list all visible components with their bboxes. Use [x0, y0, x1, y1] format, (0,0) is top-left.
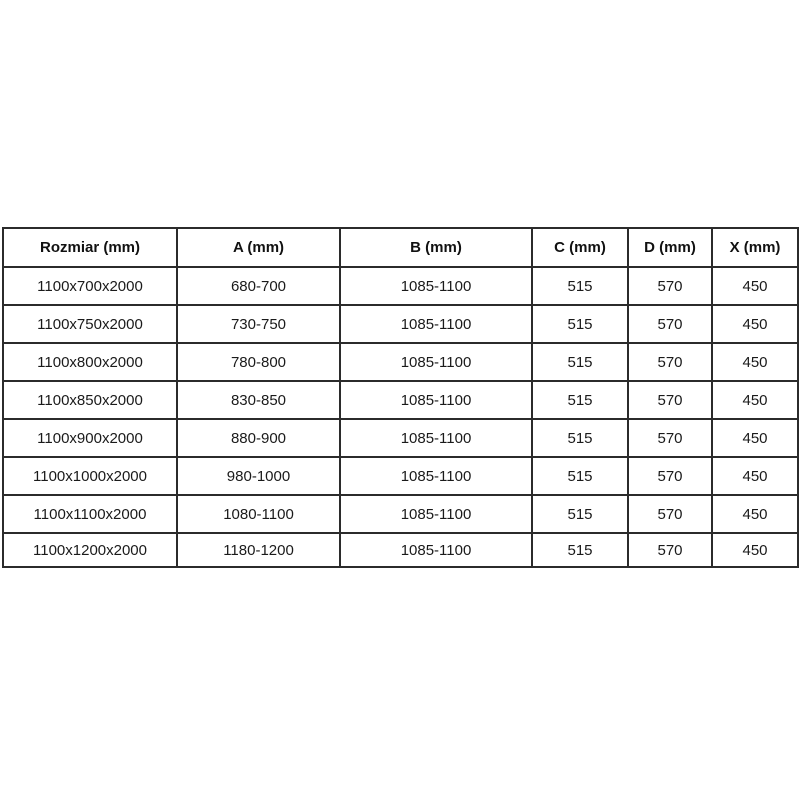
cell-x: 450	[712, 381, 798, 419]
column-header-a: A (mm)	[177, 228, 340, 267]
cell-a: 730-750	[177, 305, 340, 343]
cell-x: 450	[712, 305, 798, 343]
cell-c: 515	[532, 495, 628, 533]
column-header-b: B (mm)	[340, 228, 532, 267]
column-header-c: C (mm)	[532, 228, 628, 267]
cell-rozmiar: 1100x850x2000	[3, 381, 177, 419]
table-row	[3, 533, 798, 567]
cell-rozmiar: 1100x750x2000	[3, 305, 177, 343]
cell-x: 450	[712, 457, 798, 495]
cell-c: 515	[532, 533, 628, 567]
cell-a: 980-1000	[177, 457, 340, 495]
cell-rozmiar: 1100x800x2000	[3, 343, 177, 381]
cell-rozmiar: 1100x1200x2000	[3, 533, 177, 567]
cell-c: 515	[532, 343, 628, 381]
cell-x: 450	[712, 419, 798, 457]
cell-x: 450	[712, 267, 798, 305]
table-row	[3, 457, 798, 495]
table-row	[3, 419, 798, 457]
header-row	[3, 228, 798, 267]
cell-b: 1085-1100	[340, 267, 532, 305]
cell-b: 1085-1100	[340, 533, 532, 567]
cell-c: 515	[532, 419, 628, 457]
cell-d: 570	[628, 457, 712, 495]
cell-c: 515	[532, 267, 628, 305]
cell-d: 570	[628, 495, 712, 533]
cell-d: 570	[628, 419, 712, 457]
cell-x: 450	[712, 533, 798, 567]
cell-d: 570	[628, 381, 712, 419]
cell-x: 450	[712, 495, 798, 533]
cell-rozmiar: 1100x900x2000	[3, 419, 177, 457]
cell-d: 570	[628, 343, 712, 381]
cell-a: 1180-1200	[177, 533, 340, 567]
cell-a: 1080-1100	[177, 495, 340, 533]
table-row	[3, 305, 798, 343]
cell-c: 515	[532, 381, 628, 419]
cell-rozmiar: 1100x1000x2000	[3, 457, 177, 495]
cell-b: 1085-1100	[340, 457, 532, 495]
column-header-x: X (mm)	[712, 228, 798, 267]
table-row	[3, 343, 798, 381]
cell-c: 515	[532, 457, 628, 495]
cell-d: 570	[628, 305, 712, 343]
cell-a: 880-900	[177, 419, 340, 457]
cell-a: 780-800	[177, 343, 340, 381]
size-spec-table	[2, 227, 799, 568]
cell-b: 1085-1100	[340, 381, 532, 419]
cell-b: 1085-1100	[340, 419, 532, 457]
cell-b: 1085-1100	[340, 495, 532, 533]
cell-a: 830-850	[177, 381, 340, 419]
cell-b: 1085-1100	[340, 343, 532, 381]
cell-d: 570	[628, 267, 712, 305]
cell-a: 680-700	[177, 267, 340, 305]
cell-d: 570	[628, 533, 712, 567]
table-row	[3, 381, 798, 419]
cell-rozmiar: 1100x1100x2000	[3, 495, 177, 533]
cell-b: 1085-1100	[340, 305, 532, 343]
cell-x: 450	[712, 343, 798, 381]
cell-rozmiar: 1100x700x2000	[3, 267, 177, 305]
table-row	[3, 267, 798, 305]
cell-c: 515	[532, 305, 628, 343]
column-header-d: D (mm)	[628, 228, 712, 267]
column-header-rozmiar: Rozmiar (mm)	[3, 228, 177, 267]
table-row	[3, 495, 798, 533]
